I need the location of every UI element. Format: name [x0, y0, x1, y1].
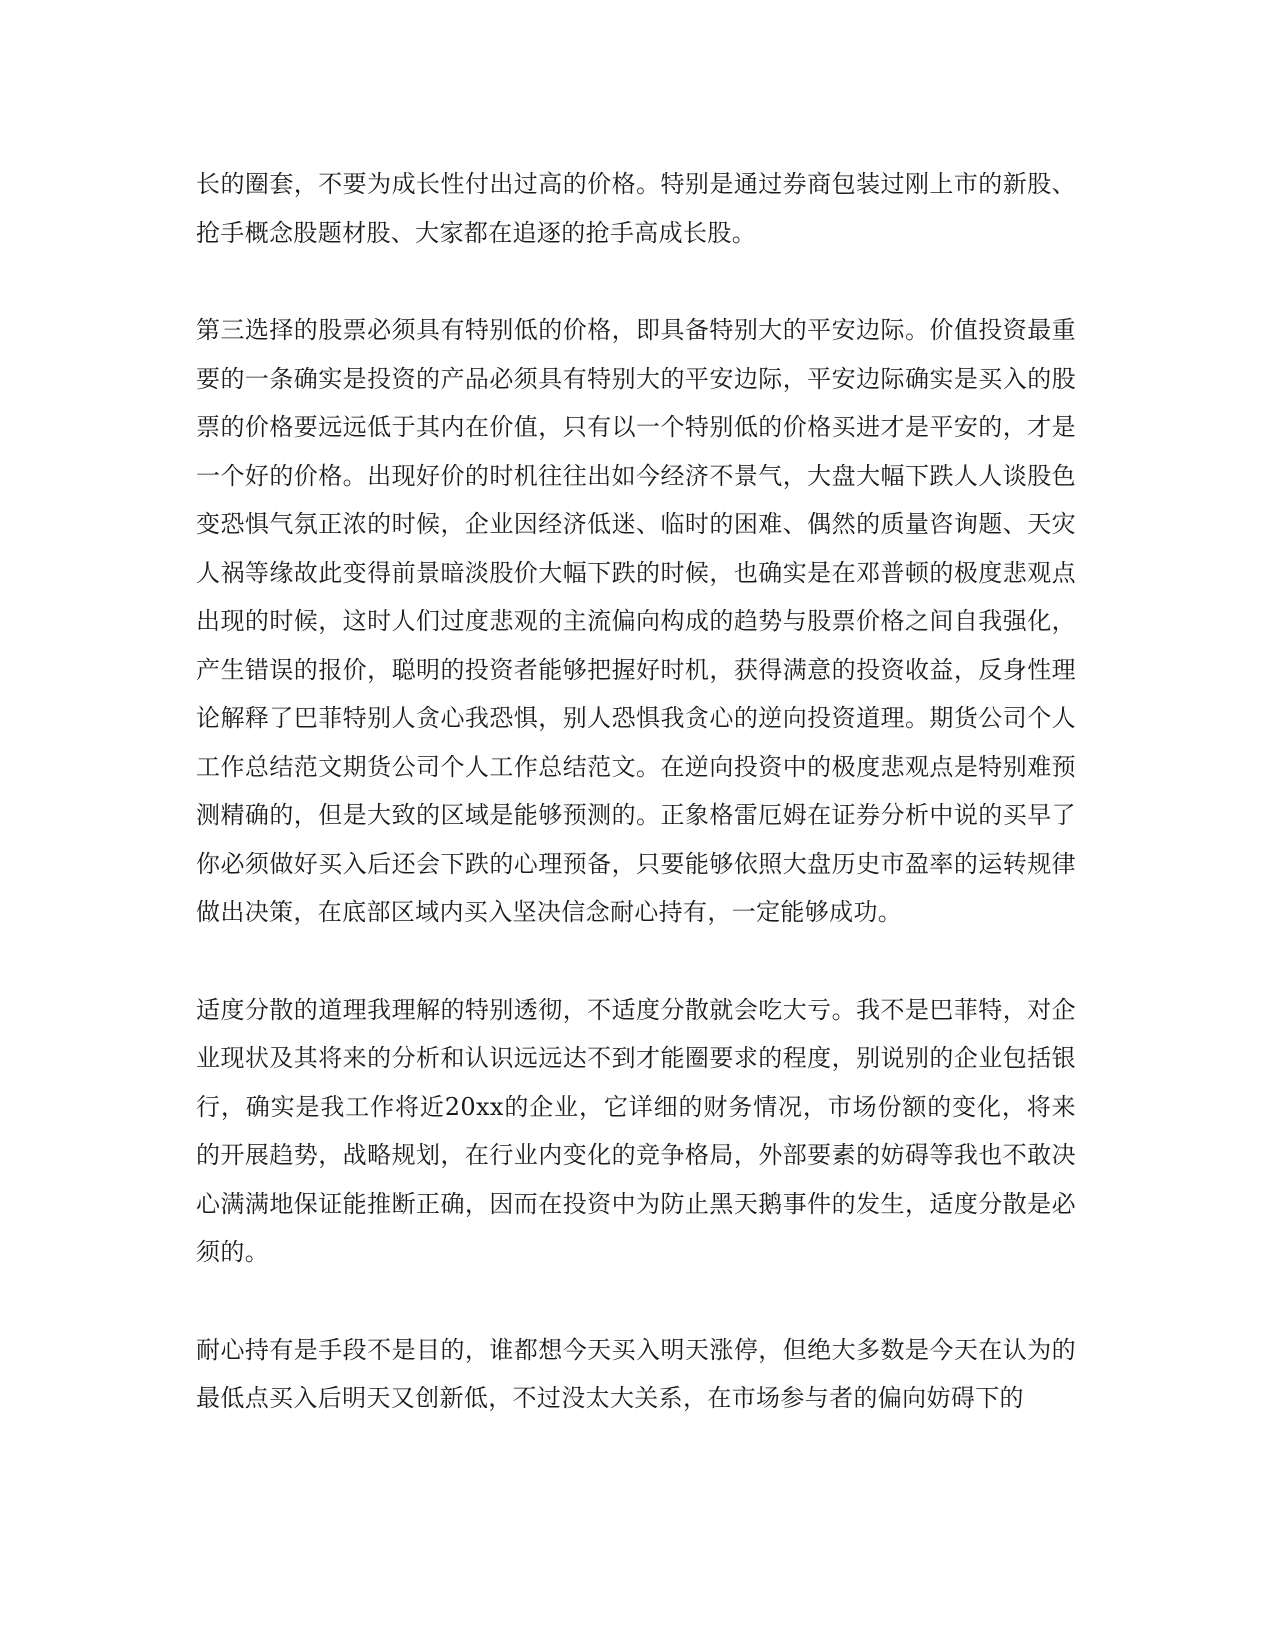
- paragraph-1: 长的圈套，不要为成长性付出过高的价格。特别是通过券商包装过刚上市的新股、抢手概念股题材股、大家都在追逐的抢手高成长股。: [196, 170, 1076, 247]
- document-body: [196, 160, 1076, 1423]
- paragraph-3: 适度分散的道理我理解的特别透彻，不适度分散就会吃大亏。我不是巴菲特，对企业现状及其将来的分析和认识远远达不到才能圈要求的程度，别说别的企业包括银行，确实是我工作将近20xx的企业，它详细的财务情况，市场份额的变化，将来的开展趋势，战略规划，在行业内变化的竞争格局，外部要素的妨碍等我也不敢决心满满地保证能推断正确，因而在投资中为防止黑天鹅事件的发生，适度分散是必须的。: [196, 995, 1076, 1266]
- paragraph-2: 第三选择的股票必须具有特别低的价格，即具备特别大的平安边际。价值投资最重要的一条确实是投资的产品必须具有特别大的平安边际，平安边际确实是买入的股票的价格要远远低于其内在价值，只有以一个特别低的价格买进才是平安的，才是一个好的价格。出现好价的时机往往出如今经济不景气，大盘大幅下跌人人谈股色变恐惧气氛正浓的时候，企业因经济低迷、临时的困难、偶然的质量咨询题、天灾人祸等缘故此变得前景暗淡股价大幅下跌的时候，也确实是在邓普顿的极度悲观点出现的时候，这时人们过度悲观的主流偏向构成的趋势与股票价格之间自我强化，产生错误的报价，聪明的投资者能够把握好时机，获得满意的投资收益，反身性理论解释了巴菲特别人贪心我恐惧，别人恐惧我贪心的逆向投资道理。期货公司个人工作总结范文期货公司个人工作总结范文。在逆向投资中的极度悲观点是特别难预测精确的，但是大致的区域是能够预测的。正象格雷厄姆在证券分析中说的买早了你必须做好买入后还会下跌的心理预备，只要能够依照大盘历史市盈率的运转规律做出决策，在底部区域内买入坚决信念耐心持有，一定能够成功。: [196, 316, 1076, 926]
- paragraph-4: 耐心持有是手段不是目的，谁都想今天买入明天涨停，但绝大多数是今天在认为的最低点买入后明天又创新低，不过没太大关系，在市场参与者的偏向妨碍下的: [196, 1335, 1076, 1412]
